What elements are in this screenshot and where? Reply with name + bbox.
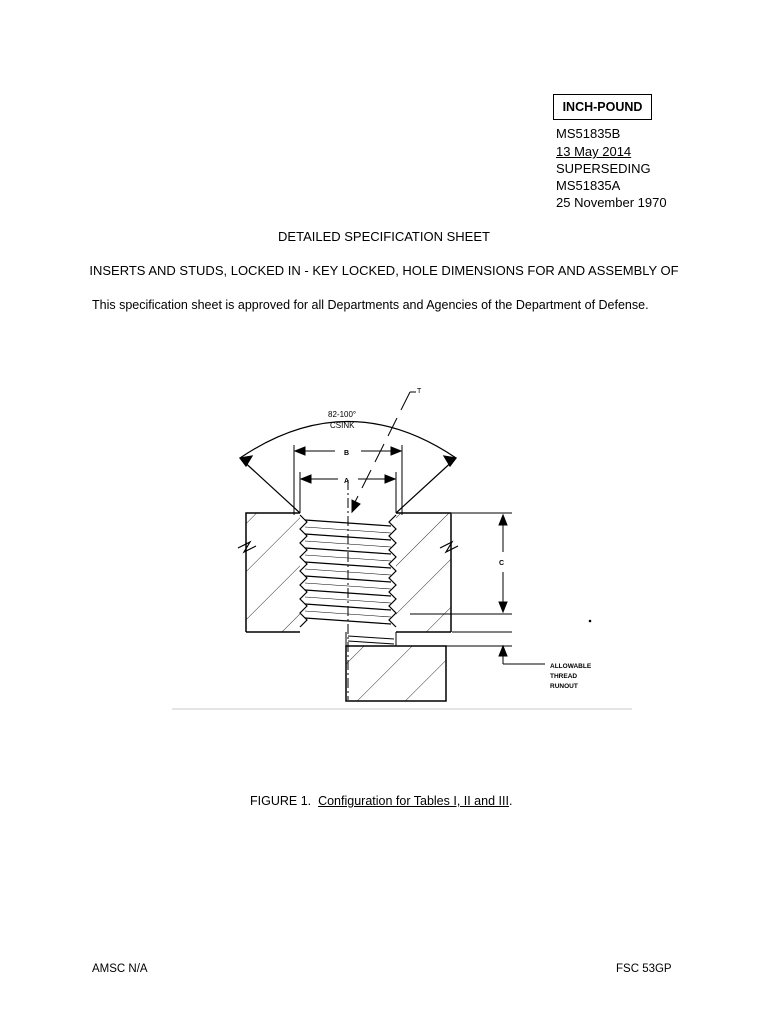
page-title: DETAILED SPECIFICATION SHEET: [278, 229, 490, 244]
page-subtitle: INSERTS AND STUDS, LOCKED IN - KEY LOCKED, HOLE DIMENSIONS FOR AND ASSEMBLY OF: [89, 263, 679, 278]
footer-fsc: FSC 53GP: [616, 963, 672, 975]
label-b: B: [344, 450, 350, 457]
csink-label: CSINK: [330, 421, 355, 430]
runout-label-2: THREAD: [550, 673, 578, 680]
footer-amsc: AMSC N/A: [92, 963, 148, 975]
figure-caption: [250, 794, 512, 808]
figure-caption-suffix: .: [508, 794, 513, 808]
csink-angle-label: 82-100°: [328, 410, 357, 419]
label-t: T: [417, 388, 422, 395]
lower-workpiece: [346, 646, 446, 701]
inch-pound-label: INCH-POUND: [562, 100, 643, 114]
label-c: C: [499, 560, 505, 567]
superseded-number: MS51835A: [556, 178, 621, 193]
superseded-date: 25 November 1970: [556, 195, 667, 210]
document-date: 13 May 2014: [556, 144, 632, 159]
runout-dimension: [446, 620, 591, 664]
figure-caption-prefix: FIGURE 1.: [250, 794, 312, 808]
runout-label-3: RUNOUT: [550, 683, 578, 690]
figure-caption-text: Configuration for Tables I, II and III: [318, 794, 509, 808]
runout-section: [346, 632, 396, 646]
document-number: MS51835B: [556, 126, 621, 141]
approval-statement: This specification sheet is approved for all Departments and Agencies of the Department of Defense.: [92, 298, 649, 312]
label-a: A: [344, 478, 350, 485]
dimension-t: [352, 392, 416, 512]
runout-label-1: ALLOWABLE: [550, 663, 592, 670]
superseding-label: SUPERSEDING: [556, 161, 651, 176]
